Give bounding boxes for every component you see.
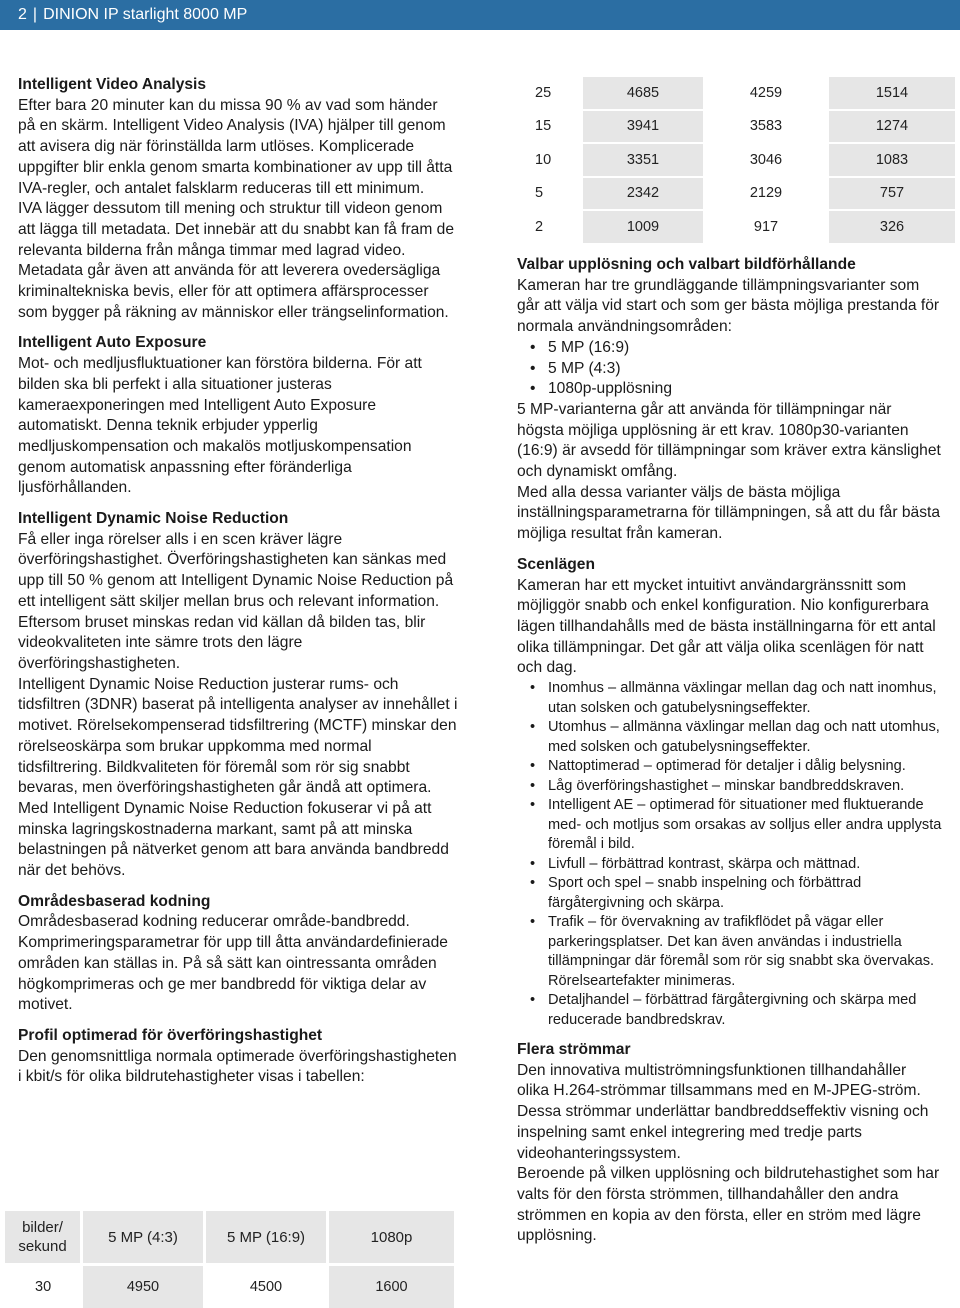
scene-description: för övervakning av trafikflödet på vägar eller parkeringsplatser. Det kan även användas i industriella tillämpningar där föremål som rör sig snabbt ska övervakas. Rörelseartefakter minimeras. [548, 914, 935, 989]
scene-description: minskar bandbreddskraven. [724, 777, 905, 794]
header-separator: | [32, 6, 38, 23]
table-cell: 2 [505, 211, 583, 245]
dash: – [633, 992, 642, 1009]
table-cell: 15 [505, 111, 583, 145]
scene-description: allmänna växlingar mellan dag och natt inomhus, utan solsken och gatubelysningseffekter. [548, 680, 937, 716]
table-cell: 4950 [83, 1263, 206, 1308]
scene-term: Intelligent AE [548, 797, 634, 814]
table-cell: 917 [706, 211, 829, 245]
list-item [517, 874, 942, 913]
column-header-5mp-43: 5 MP (4:3) [83, 1211, 206, 1263]
scene-term: Låg överföringshastighet [548, 777, 708, 794]
section-heading: Scenlägen [517, 555, 595, 573]
dash: – [711, 777, 721, 794]
section-noise-reduction [18, 509, 458, 882]
section-heading: Profil optimerad för överföringshastighet [18, 1026, 323, 1044]
scene-term: Trafik [548, 914, 584, 931]
paragraph: 5 MP-varianterna går att använda för tillämpningar när högsta möjliga upplösning är ett krav. 1080p30-varianten (16:9) är avsedd för tillämpningar som kräver extra känslighet och dynamiskt omfång. [517, 400, 941, 481]
paragraph: Beroende på vilken upplösning och bildrutehastighet som har valts för den första strömmen, tillhandahåller den andra strömmen en kopia av den första, eller en ström med lägre upplösning. [517, 1165, 940, 1245]
table-cell: 3351 [583, 144, 706, 178]
table-header-row [5, 1211, 454, 1263]
section-heading: Intelligent Auto Exposure [18, 334, 207, 352]
section-region-coding [18, 892, 458, 1016]
section-multistream [517, 1040, 942, 1247]
dash: – [589, 855, 598, 872]
table-cell: 25 [505, 77, 583, 111]
paragraph: Den genomsnittliga normala optimerade överföringshastigheten i kbit/s för olika bildrutehastigheter visas i tabellen: [18, 1047, 457, 1086]
dash: – [608, 680, 617, 697]
resolution-list [517, 338, 942, 400]
table-row [505, 144, 955, 178]
section-heading: Valbar upplösning och valbart bildförhållande [517, 256, 856, 273]
table-cell: 3583 [706, 111, 829, 145]
column-header-fps: bilder/ sekund [5, 1211, 83, 1263]
paragraph: IVA lägger dessutom till mening och struktur till videon genom att lägga till metadata. Det innebär att du snabbt kan få fram de relevanta bilderna från många timmar med lagrad video. Metadata går även att använda för att leverera ovedersägliga kriminaltekniska bevis, eller för att optimera affärsprocesser som bygger på räkning av människor eller trängselinformation. [18, 200, 455, 321]
paragraph: Få eller inga rörelser alls i en scen kräver lägre överföringshastighet. Överföringshastigheten kan sänkas med upp till 50 % genom att Intelligent Dynamic Noise Reduction på ett intelligent sätt skiljer mellan brus och relevant information. Eftersom bruset minskas redan vid källan då bilden tas, blir videokvaliteten inte sämre trots den lägre överföringshastigheten. [18, 530, 454, 672]
section-iva [18, 75, 458, 323]
paragraph: Kameran har ett mycket intuitivt användargränssnitt som möjliggör snabb och enkel konfiguration. Nio konfigurerbara lägen tillhandahålls med de bästa inställningarna för ett antal olika tillämpningar. Det går att välja olika scenlägen för natt och dag. [517, 576, 936, 677]
list-item [517, 796, 942, 855]
list-item [517, 855, 942, 875]
table-row [505, 77, 955, 111]
table-cell: 1083 [829, 144, 955, 178]
scene-mode-list [517, 679, 942, 1030]
section-heading: Intelligent Dynamic Noise Reduction [18, 510, 289, 528]
section-heading: Flera strömmar [517, 1041, 631, 1059]
table-cell: 30 [5, 1263, 83, 1308]
list-item: • 5 MP (16:9) [517, 338, 942, 359]
scene-description: allmänna växlingar mellan dag och natt utomhus, med solsken och gatubelysningseffekter. [548, 719, 940, 755]
dash: – [645, 875, 654, 892]
list-item [517, 991, 942, 1030]
table-cell: 3941 [583, 111, 706, 145]
paragraph: Kameran har tre grundläggande tillämpningsvarianter som går att välja vid start och som ger bästa möjliga prestanda för normala användningsområden: [517, 276, 940, 336]
section-bitrate-profile [18, 1026, 458, 1088]
bitrate-table-part2 [505, 77, 955, 245]
scene-term: Nattoptimerad [548, 758, 640, 775]
right-column [517, 255, 942, 1257]
scene-description: förbättrad kontrast, skärpa och mättnad. [601, 855, 861, 872]
table-cell: 1009 [583, 211, 706, 245]
scene-description: snabb inspelning och förbättrad färgåtergivning och skärpa. [548, 875, 862, 911]
list-item [517, 777, 942, 797]
scene-term: Inomhus [548, 680, 604, 697]
table-cell: 2342 [583, 178, 706, 212]
table-cell: 3046 [706, 144, 829, 178]
scene-description: optimerad för detaljer i dålig belysning. [655, 758, 906, 775]
scene-term: Sport och spel [548, 875, 642, 892]
table-row [505, 111, 955, 145]
paragraph: Den innovativa multiströmningsfunktionen tillhandahåller olika H.264-strömmar tillsammans med en M-JPEG-ström. Dessa strömmar underlättar bandbreddseffektiv visning och inspelning samt enkel integrering med tredje parts videohanteringssystem. [517, 1061, 929, 1162]
paragraph: Med Intelligent Dynamic Noise Reduction fokuserar vi på att minska lagringskostnaderna markant, samt på att minska belastningen på nätverket genom att bara använda bandbredd när det behövs. [18, 799, 449, 880]
section-auto-exposure [18, 333, 458, 499]
document-title: DINION IP starlight 8000 MP [43, 6, 248, 23]
table-cell: 2129 [706, 178, 829, 212]
left-column [18, 75, 458, 1098]
dash: – [643, 758, 652, 775]
list-item [517, 757, 942, 777]
list-item: • 5 MP (4:3) [517, 359, 942, 380]
table-cell: 4500 [206, 1263, 329, 1308]
table-row [5, 1263, 454, 1308]
table-cell: 10 [505, 144, 583, 178]
list-item [517, 679, 942, 718]
list-item: • 1080p-upplösning [517, 379, 942, 400]
paragraph: Områdesbaserad kodning reducerar område-bandbredd. Komprimeringsparametrar för upp till åtta användardefinierade områden kan ställas in. På så sätt kan ointressanta områden högkomprimeras och ge mer bandbredd för viktiga delar av motivet. [18, 913, 448, 1014]
section-resolution [517, 255, 942, 545]
table-cell: 326 [829, 211, 955, 245]
table-row [505, 211, 955, 245]
column-header-1080p: 1080p [329, 1211, 454, 1263]
scene-term: Detaljhandel [548, 992, 630, 1009]
dash: – [637, 797, 646, 814]
bitrate-table-part1 [5, 1211, 454, 1308]
table-cell: 4685 [583, 77, 706, 111]
scene-term: Utomhus [548, 719, 607, 736]
paragraph: Efter bara 20 minuter kan du missa 90 % av vad som händer på en skärm. Intelligent Video Analysis (IVA) hjälper till genom att avisera dig när förinställda larm utlöses. Komplicerade uppgifter blir enkla genom smarta kombinationer av upp till åtta IVA-regler, och antalet falsklarm reduceras till ett minimum. [18, 96, 453, 197]
table-cell: 4259 [706, 77, 829, 111]
dash: – [588, 914, 597, 931]
table-cell: 1274 [829, 111, 955, 145]
scene-description: optimerad för situationer med fluktuerande med- och motljus som orsakas av solljus eller andra upplysta föremål i bild. [548, 797, 942, 853]
scene-description: förbättrad färgåtergivning och skärpa med reducerade bandbredskrav. [548, 992, 917, 1028]
list-item [517, 718, 942, 757]
scene-term: Livfull [548, 855, 586, 872]
section-heading: Intelligent Video Analysis [18, 76, 207, 93]
dash: – [610, 719, 619, 736]
section-heading: Områdesbaserad kodning [18, 892, 211, 910]
table-cell: 1514 [829, 77, 955, 111]
section-scenes [517, 555, 942, 1030]
paragraph: Mot- och medljusfluktuationer kan förstöra bilderna. För att bilden ska bli perfekt i alla situationer justeras kameraexponeringen med Intelligent Auto Exposure automatiskt. Denna teknik erbjuder ypperlig medljuskompensation och makalös motljuskompensation genom automatisk anpassning efter föränderliga ljusförhållanden. [18, 355, 422, 497]
page-header [0, 0, 960, 30]
table-cell: 757 [829, 178, 955, 212]
table-cell: 5 [505, 178, 583, 212]
page-number: 2 [18, 6, 27, 23]
table-cell: 1600 [329, 1263, 454, 1308]
paragraph: Intelligent Dynamic Noise Reduction justerar rums- och tidsfiltren (3DNR) baserat på intelligenta analyser av innehållet i motivet. Rörelsekompenserad tidsfiltrering (MCTF) minskar den rörelseoskärpa som brukar uppkomma med normal tidsfiltrering. Bildkvaliteten för föremål som rör sig snabbt bevaras, men överföringshastigheten går ändå att optimera. [18, 675, 458, 797]
list-item [517, 913, 942, 991]
table-row [505, 178, 955, 212]
paragraph: Med alla dessa varianter väljs de bästa möjliga inställningsparametrarna för tillämpningen, så att du får bästa möjliga resultat från kameran. [517, 483, 940, 543]
column-header-5mp-169: 5 MP (16:9) [206, 1211, 329, 1263]
